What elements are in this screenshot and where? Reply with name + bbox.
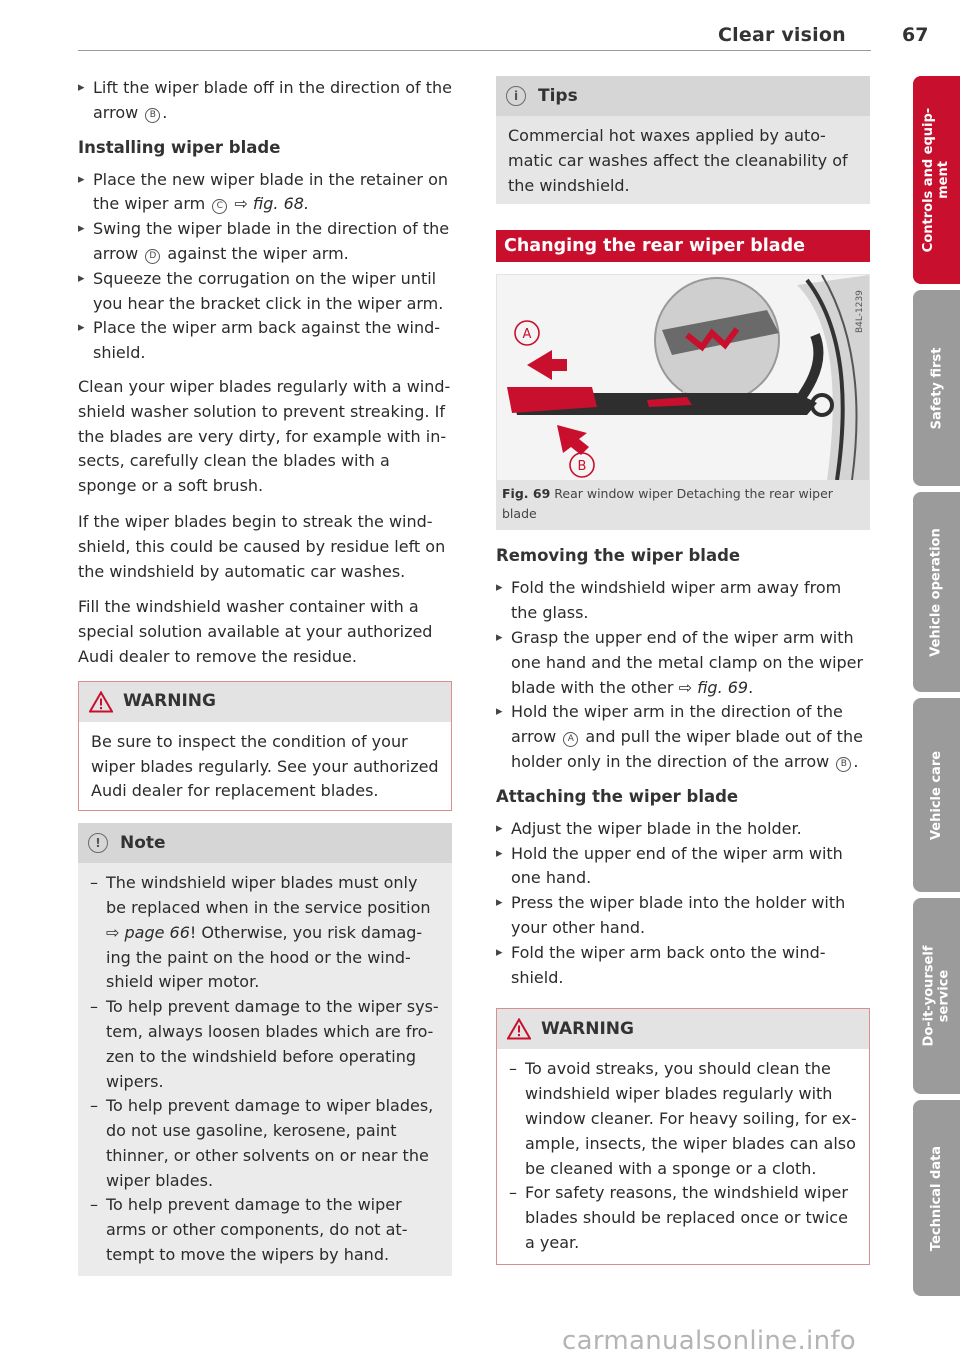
note-box [78, 823, 452, 1276]
paragraph: Fill the windshield washer container with a special solution available at your authorized Audi dealer to remove the residue. [78, 597, 433, 666]
section-title: Changing the rear wiper blade [496, 230, 870, 262]
warning-list [497, 1049, 869, 1263]
tab-do-it-yourself-service[interactable]: Do-it-yourself service [913, 898, 960, 1094]
list-item: ▸ Press the wiper blade into the holder with your other hand. [496, 891, 870, 941]
tab-safety-first[interactable]: Safety first [913, 290, 960, 486]
tab-technical-data[interactable]: Technical data [913, 1100, 960, 1296]
attaching-heading: Attaching the wiper blade [496, 786, 739, 806]
page-number: 67 [902, 24, 929, 46]
watermark: carmanualsonline.info [562, 1326, 857, 1356]
list-item: – To help prevent damage to the wiper system, always loosen blades which are frozen to the windshield before operating wipers. [78, 995, 440, 1094]
list-item: ▸ Fold the windshield wiper arm away from the glass. [496, 576, 870, 626]
right-column [496, 76, 870, 1277]
list-item: ▸ Grasp the upper end of the wiper arm with one hand and the metal clamp on the wiper blade with the other ⇨ fig. 69. [496, 626, 870, 700]
warning-title: WARNING [123, 691, 216, 712]
marker-b: B [145, 108, 160, 123]
warning-text: Be sure to inspect the condition of your wiper blades regularly. See your authorized Audi dealer for replacement blades. [91, 731, 439, 801]
tips-title: Tips [538, 85, 578, 106]
removing-steps [496, 576, 870, 774]
installing-heading: Installing wiper blade [78, 137, 281, 157]
list-item: ▸ Hold the upper end of the wiper arm with one hand. [496, 842, 870, 892]
header-rule [78, 50, 871, 51]
exclamation-circle-icon: ! [88, 833, 108, 853]
figure-code: B4L-1239 [855, 290, 865, 334]
list-item: – The windshield wiper blades must only be replaced when in the service position ⇨ page 66! Otherwise, you risk damaging the paint on the hood or the windshield wiper motor. [78, 871, 440, 995]
removing-heading: Removing the wiper blade [496, 546, 741, 566]
list-item: ▸ Place the wiper arm back against the windshield. [78, 316, 452, 366]
list-item: ▸ Lift the wiper blade off in the direction of the arrow B . [78, 76, 452, 126]
list-item: – To help prevent damage to the wiper arms or other components, do not attempt to move the wipers by hand. [78, 1193, 440, 1267]
note-title: Note [120, 832, 166, 853]
tips-text: Commercial hot waxes applied by automatic car washes affect the cleanability of the windshield. [508, 126, 848, 195]
figure-link[interactable]: ⇨ fig. 68. [234, 194, 310, 214]
attaching-steps [496, 817, 870, 991]
tips-box [496, 76, 870, 204]
installing-steps [78, 168, 452, 366]
marker-b: B [836, 757, 851, 772]
list-item: – To avoid streaks, you should clean the windshield wiper blades regularly with window cleaner. For heavy soiling, for example, insects, the wiper blades can also be cleaned with a sponge or a cloth. [497, 1057, 857, 1181]
warning-title: WARNING [541, 1018, 634, 1039]
list-item: – For safety reasons, the windshield wiper blades should be replaced once or twice a year. [497, 1181, 857, 1255]
marker-a: A [563, 732, 578, 747]
paragraph: If the wiper blades begin to streak the windshield, this could be caused by residue left on the windshield by automatic car washes. [78, 511, 446, 581]
warning-triangle-icon [507, 1018, 531, 1040]
note-header [78, 823, 452, 863]
tab-vehicle-care[interactable]: Vehicle care [913, 698, 960, 892]
warning-triangle-icon [89, 691, 113, 713]
figure-link[interactable]: ⇨ fig. 69 [678, 677, 749, 697]
marker-d: D [145, 249, 160, 264]
page-link[interactable]: ⇨ page 66 [106, 922, 190, 942]
warning-box [496, 1008, 870, 1264]
list-item: ▸ Adjust the wiper blade in the holder. [496, 817, 870, 842]
running-header-title: Clear vision [718, 24, 846, 46]
figure-caption: Fig. 69 Rear window wiper Detaching the rear wiper blade [502, 486, 833, 522]
label-a: A [522, 327, 532, 343]
list-item: ▸ Squeeze the corrugation on the wiper until you hear the bracket click in the wiper arm. [78, 267, 452, 317]
note-list [78, 863, 452, 1276]
warning-box [78, 681, 452, 811]
marker-c: C [212, 199, 227, 214]
left-column [78, 76, 452, 1288]
info-icon: i [506, 86, 526, 106]
label-b: B [577, 459, 587, 475]
list-item: ▸ Place the new wiper blade in the retainer on the wiper arm C ⇨ fig. 68. [78, 168, 452, 218]
warning-header [79, 682, 451, 722]
list-item: ▸ Hold the wiper arm in the direction of the arrow A and pull the wiper blade out of the holder only in the direction of the arrow B . [496, 700, 870, 774]
figure-69 [496, 274, 870, 530]
paragraph: Clean your wiper blades regularly with a windshield washer solution to prevent streaking. If the blades are very dirty, for example with insects, carefully clean the blades with a sponge or a soft brush. [78, 376, 451, 496]
rear-wiper-illustration [497, 275, 869, 480]
warning-header [497, 1009, 869, 1049]
list-item: ▸ Fold the wiper arm back onto the windshield. [496, 941, 870, 991]
tab-controls-and-equipment[interactable]: Controls and equip- ment [913, 76, 960, 284]
tips-header [496, 76, 870, 116]
intro-bullets [78, 76, 452, 126]
list-item: ▸ Swing the wiper blade in the direction of the arrow D against the wiper arm. [78, 217, 452, 267]
tab-vehicle-operation[interactable]: Vehicle operation [913, 492, 960, 692]
list-item: – To help prevent damage to wiper blades, do not use gasoline, kerosene, paint thinner, or other solvents on or near the wiper blades. [78, 1094, 440, 1193]
